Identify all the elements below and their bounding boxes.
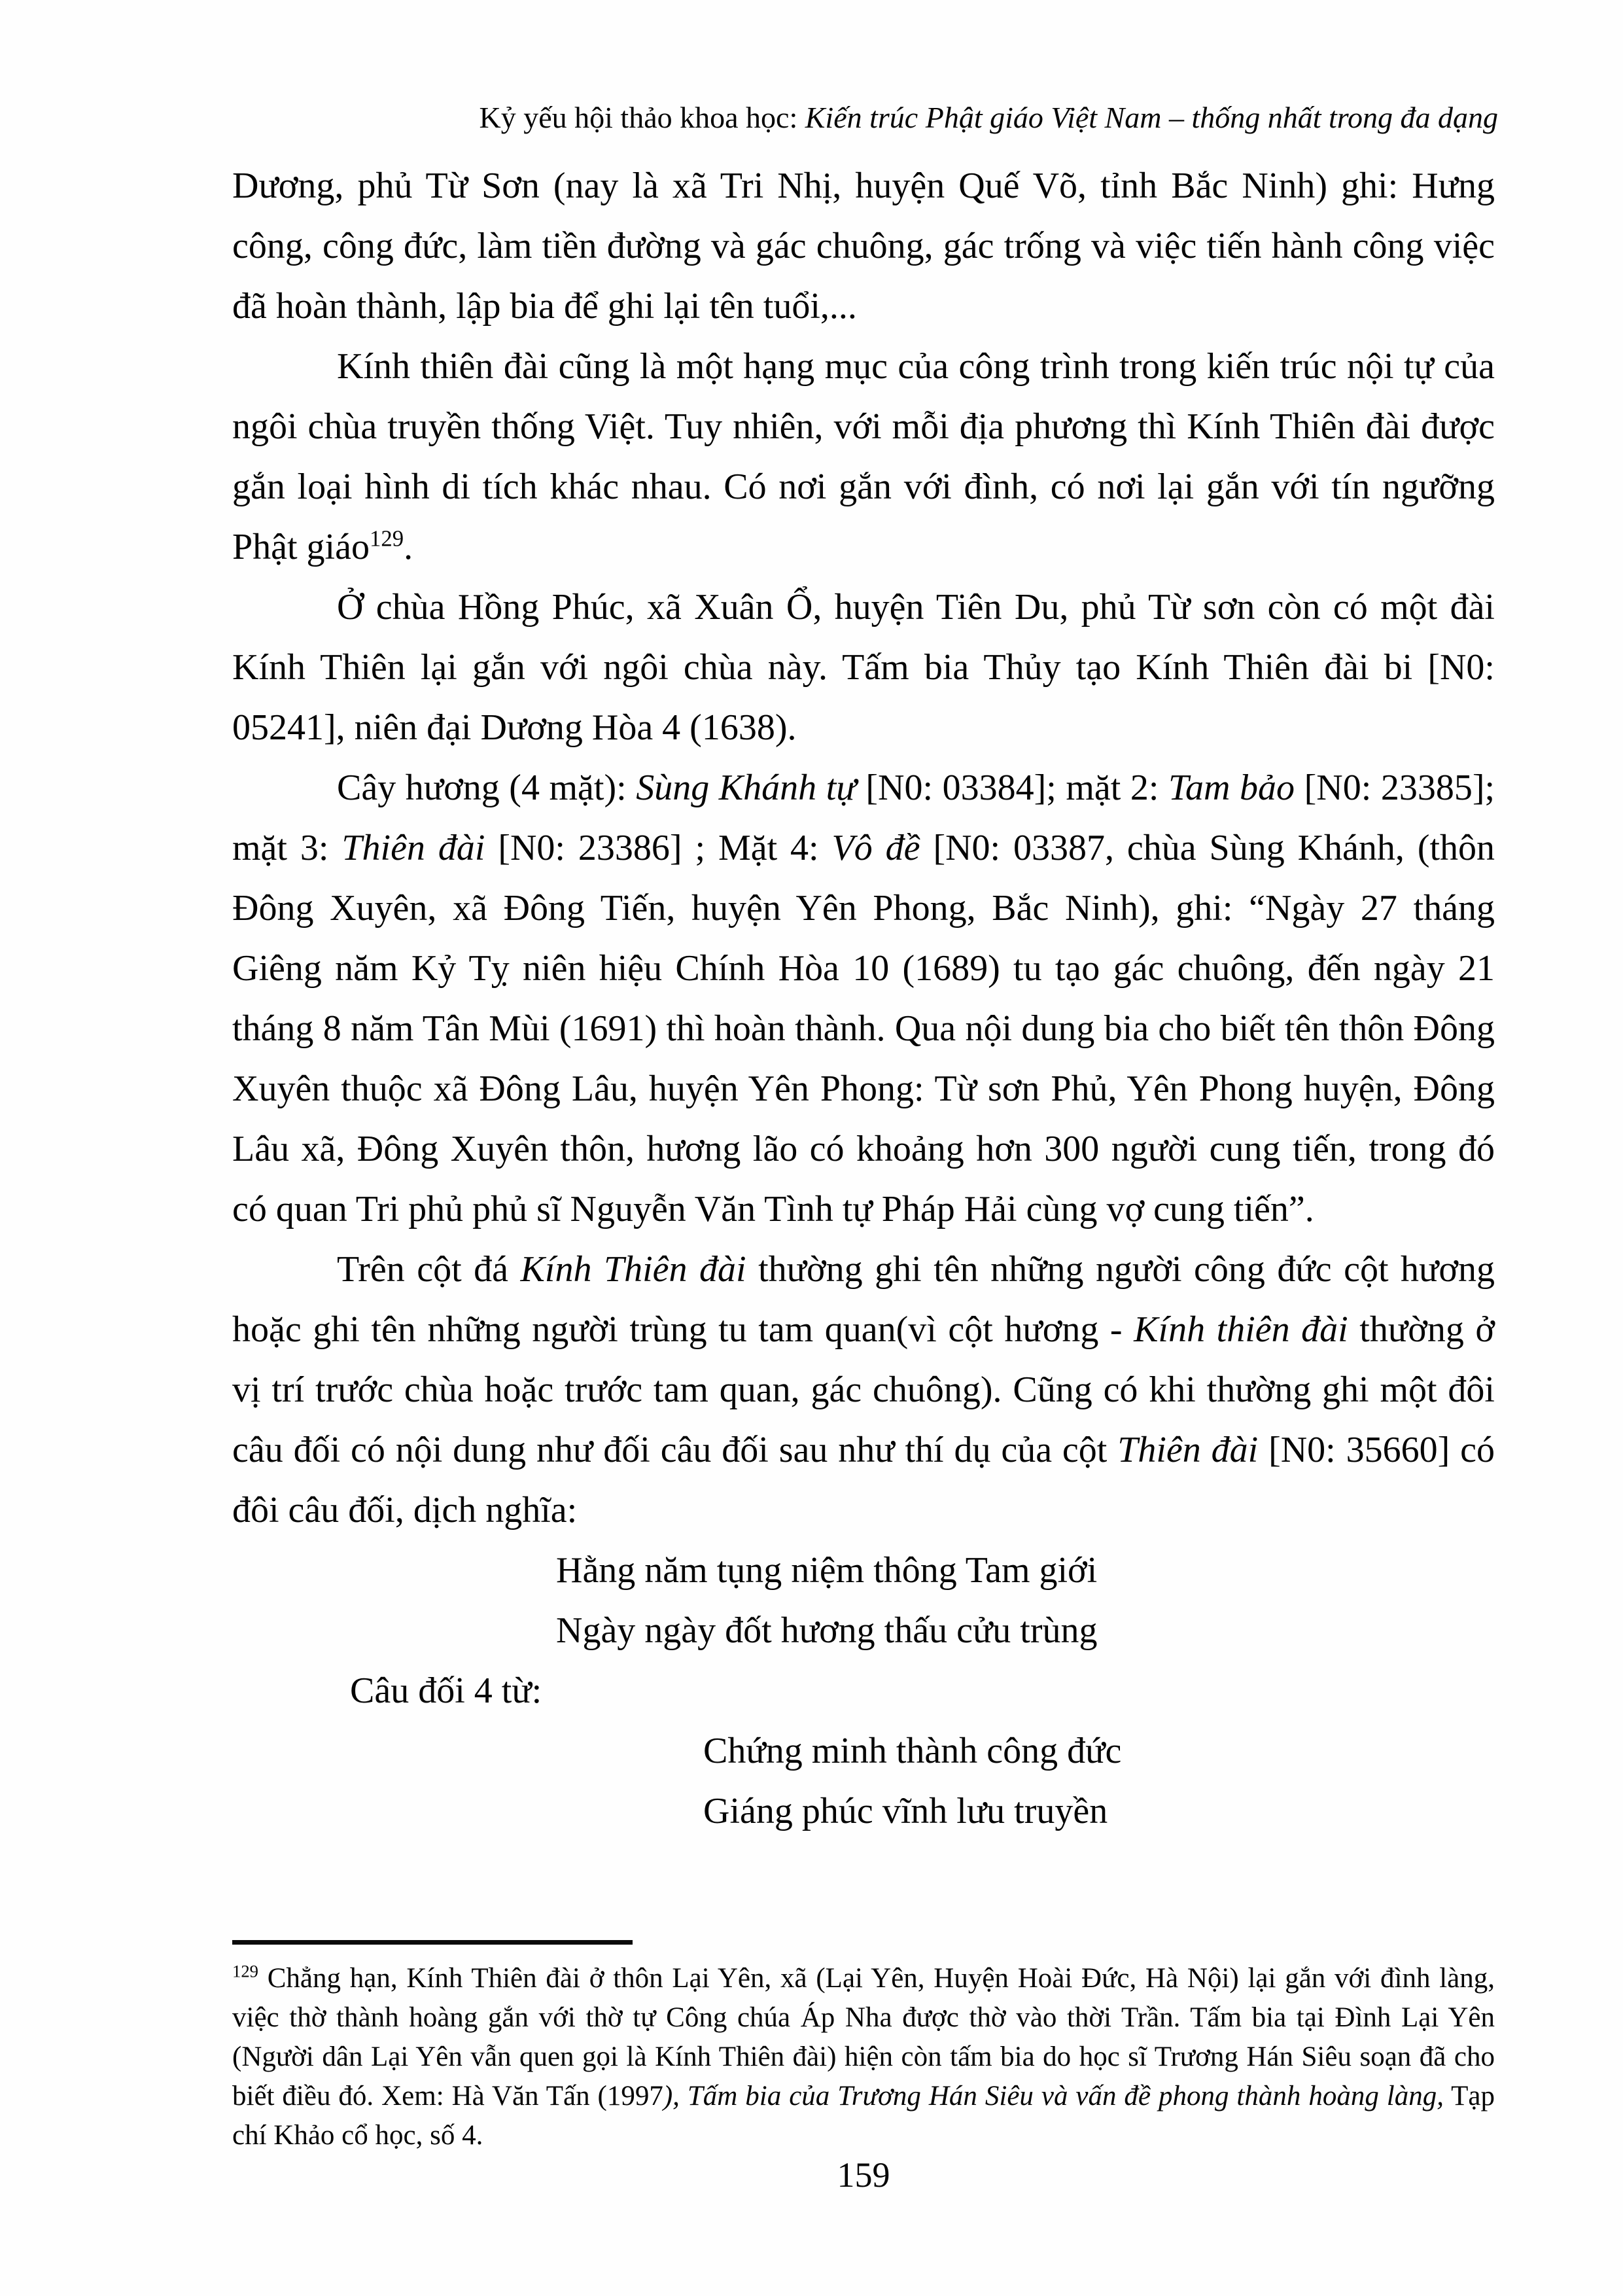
paragraph-chua-hong-phuc: Ở chùa Hồng Phúc, xã Xuân Ổ, huyện Tiên Du, phủ Từ sơn còn có một đài Kính Thiên lại gắn với ngôi chùa này. Tấm bia Thủy tạo Kính Thiên đài bi [N0: 05241], niên đại Dương Hòa 4 (1638). <box>232 587 1495 748</box>
footnote-separator-rule <box>232 1940 633 1945</box>
paragraph-kinh-thien-dai: Kính thiên đài cũng là một hạng mục của công trình trong kiến trúc nội tự của ngôi chùa truyền thống Việt. Tuy nhiên, với mỗi địa phương thì Kính Thiên đài được gắn loại hình di tích khác nhau. Có nơi gắn với đình, có nơi lại gắn với tín ngưỡng Phật giáo$^{129}$. <box>232 346 1495 567</box>
running-header <box>232 98 1498 137</box>
verse-couplet2-line1: Chứng minh thành công đức <box>703 1731 1122 1771</box>
verse-label: Câu đối 4 từ: <box>350 1670 542 1711</box>
verse-couplet2-line2: Giáng phúc vĩnh lưu truyền <box>703 1791 1108 1831</box>
header-proceedings-title: Kiến trúc Phật giáo Việt Nam – thống nhất trong đa dạng <box>805 101 1498 134</box>
verse-couplet1-line1: Hằng năm tụng niệm thông Tam giới <box>556 1550 1098 1591</box>
paragraph-continuation: Dương, phủ Từ Sơn (nay là xã Tri Nhị, huyện Quế Võ, tỉnh Bắc Ninh) ghi: Hưng công, công đức, làm tiền đường và gác chuông, gác trống và việc tiến hành công việc đã hoàn thành, lập bia để ghi lại tên tuổi,... <box>232 166 1495 327</box>
page-number: 159 <box>837 2155 890 2195</box>
document-body <box>232 156 1495 1841</box>
verse-couplet1-line2: Ngày ngày đốt hương thấu cửu trùng <box>556 1610 1098 1651</box>
footnote-129: $^{129}$ Chẳng hạn, Kính Thiên đài ở thôn Lại Yên, xã (Lại Yên, Huyện Hoài Đức, Hà Nội) lại gắn với đình làng, việc thờ thành hoàng gắn với thờ tự Công chúa Áp Nha được thờ vào thời Trần. Tấm bia tại Đình Lại Yên (Người dân Lại Yên vẫn quen gọi là Kính Thiên đài) hiện còn tấm bia do học sĩ Trương Hán Siêu soạn đã cho biết điều đó. Xem: Hà Văn Tấn (1997), Tấm bia của Trương Hán Siêu và vấn đề phong thành hoàng làng, Tạp chí Khảo cổ học, số 4. <box>232 1961 1495 2151</box>
footnote-section <box>232 1940 1495 2155</box>
header-prefix: Kỷ yếu hội thảo khoa học: <box>479 101 805 134</box>
paragraph-tren-cot-da: Trên cột đá Kính Thiên đài thường ghi tên những người công đức cột hương hoặc ghi tên những người trùng tu tam quan(vì cột hương - Kính thiên đài thường ở vị trí trước chùa hoặc trước tam quan, gác chuông). Cũng có khi thường ghi một đôi câu đối có nội dung như đối câu đối sau như thí dụ của cột Thiên đài [N0: 35660] có đôi câu đối, dịch nghĩa: <box>232 1249 1495 1530</box>
paragraph-cay-huong: Cây hương (4 mặt): Sùng Khánh tự [N0: 03384]; mặt 2: Tam bảo [N0: 23385]; mặt 3: Thiên đài [N0: 23386] ; Mặt 4: Vô đề [N0: 03387, chùa Sùng Khánh, (thôn Đông Xuyên, xã Đông Tiến, huyện Yên Phong, Bắc Ninh), ghi: “Ngày 27 tháng Giêng năm Kỷ Tỵ niên hiệu Chính Hòa 10 (1689) tu tạo gác chuông, đến ngày 21 tháng 8 năm Tân Mùi (1691) thì hoàn thành. Qua nội dung bia cho biết tên thôn Đông Xuyên thuộc xã Đông Lâu, huyện Yên Phong: Từ sơn Phủ, Yên Phong huyện, Đông Lâu xã, Đông Xuyên thôn, hương lão có khoảng hơn 300 người cung tiến, trong đó có quan Tri phủ phủ sĩ Nguyễn Văn Tình tự Pháp Hải cùng vợ cung tiến”. <box>232 768 1495 1229</box>
